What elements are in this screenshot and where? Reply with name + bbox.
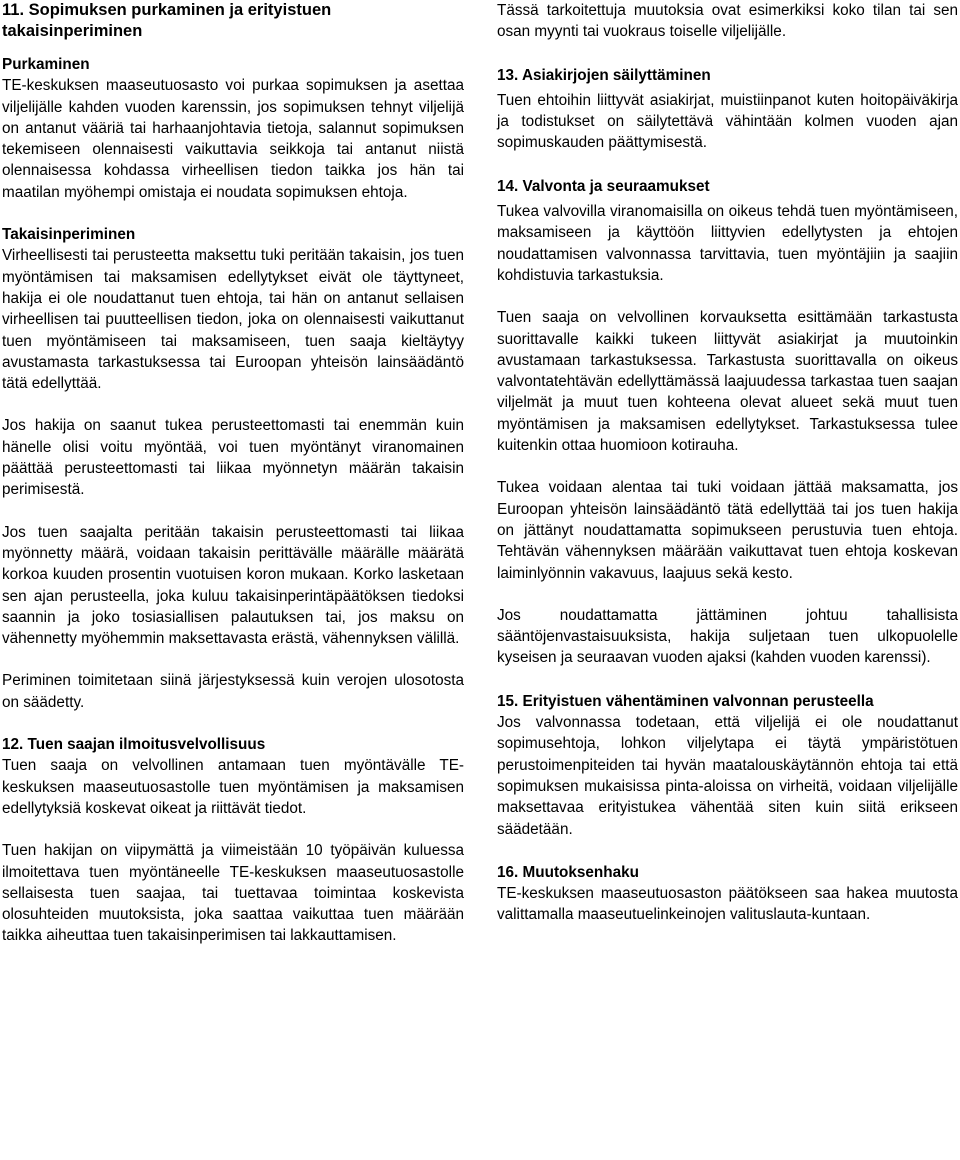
right-column [497,0,958,926]
left-column [2,0,464,947]
periminen-paragraph: Periminen toimitetaan siinä järjestyksessä kuin verojen ulosotosta on säädetty. [2,672,464,711]
valvonta-paragraph-4: Jos noudattamatta jättäminen johtuu tahallisista sääntöjenvastaisuuksista, hakija suljetaan tuen ulkopuolelle kyseisen ja seuraavan vuoden ajaksi (kahden vuoden karenssi). [497,606,958,667]
section-12-heading: 12. Tuen saajan ilmoitusvelvollisuus [2,736,266,754]
ilmoitus-paragraph-2: Tuen hakijan on viipymättä ja viimeistään 10 työpäivän kuluessa ilmoitettava tuen myöntäneelle TE-keskuksen maaseutuosastolle sellaisesta tuen saajaa, tai tuettavaa toimintaa koskevista olosuhteiden muutoksista, joka saattaa vaikuttaa tuen määrään taikka aiheuttaa tuen takaisinperimisen tai lakkauttamisen. [2,842,464,945]
section-13-heading: 13. Asiakirjojen säilyttäminen [497,66,711,84]
hakija-paragraph: Jos hakija on saanut tukea perusteettomasti tai enemmän kuin hänelle olisi voitu myöntää, voi tuen myöntänyt viranomainen päättää perusteettomasti tai liikaa myönnetyn määrän takaisin perimisestä. [2,417,464,499]
ilmoitus-paragraph-1: Tuen saaja on velvollinen antamaan tuen myöntävälle TE-keskuksen maaseutuosastolle tuen myöntämisen ja maksamisen edellytyksiä koskevat oikeat ja riittävät tiedot. [2,757,464,817]
korko-paragraph: Jos tuen saajalta peritään takaisin perusteettomasti tai liikaa myönnetty määrä, voidaan takaisin perittävälle määrälle määrätä korkoa kuuden prosentin vuotuisen koron mukaan. Korko lasketaan sen ajan perusteella, joka kuluu takaisinperintäpäätöksen tiedoksi saannin ja joko tosiasiallisen palautuksen tai, jos maksu on vähennetty myöhemmin maksettavasta erästä, vähennyksen välillä. [2,523,464,648]
tassa-paragraph: Tässä tarkoitettuja muutoksia ovat esimerkiksi koko tilan tai sen osan myynti tai vuokraus toiselle viljelijälle. [497,2,958,41]
section-16-heading: 16. Muutoksenhaku [497,863,639,881]
section-15-heading: 15. Erityistuen vähentäminen valvonnan perusteella [497,692,874,710]
takaisinperiminen-heading: Takaisinperiminen [2,226,136,244]
section-11-heading: 11. Sopimuksen purkaminen ja erityistuen takaisinperiminen [2,1,332,40]
valvonta-paragraph-2: Tuen saaja on velvollinen korvauksetta esittämään tarkastusta suorittavalle kaikki tukeen liittyvät asiakirjat ja muutoinkin avustamaan tarkastuksessa. Tarkastusta suorittavalla on oikeus valvontatehtävän edellyttämässä laajuudessa tarkastaa tuen saajan viljelmät ja muut tuen kohteena olevat alueet sekä muut tuen myöntämisen ja maksamisen edellytykset. Tarkastuksessa tulee kuitenkin ottaa huomioon kotirauha. [497,309,958,455]
muutoksenhaku-paragraph: TE-keskuksen maaseutuosaston päätökseen saa hakea muutosta valittamalla maaseutuelinkeinojen valituslauta-kuntaan. [497,885,958,924]
purkaminen-heading: Purkaminen [2,56,90,73]
takaisinperiminen-paragraph: Virheellisesti tai perusteetta maksettu tuki peritään takaisin, jos tuen myöntämisen tai maksamisen edellytykset eivät ole täyttyneet, hakija ei ole noudattanut tuen ehtoja, tai hän on antanut sellaisen virheellisen tai puutteellisen tiedon, joka on olennaisesti vaikuttanut tuen myöntämiseen tai maksamiseen, tuen saaja kieltäytyy avustamasta tarkastuksessa tai Euroopan yhteisön lainsäädäntö tätä edellyttää. [2,247,464,393]
sailytys-paragraph: Tuen ehtoihin liittyvät asiakirjat, muistiinpanot kuten hoitopäiväkirja ja todistukset on säilytettävä vähintään kolmen vuoden ajan sopimuskauden päättymisestä. [497,91,958,152]
section-14-heading: 14. Valvonta ja seuraamukset [497,177,710,195]
valvonta-paragraph-1: Tukea valvovilla viranomaisilla on oikeus tehdä tuen myöntämiseen, maksamiseen ja käyttöön liittyvien edellytysten ja ehtojen noudattamisen valvonnassa tarvittavia, tuen myöntäjiin ja saajiin kohdistuvia tarkastuksia. [497,203,958,284]
valvonta-paragraph-3: Tukea voidaan alentaa tai tuki voidaan jättää maksamatta, jos Euroopan yhteisön lainsäädäntö tätä edellyttää tai jos tuen hakija on jättänyt noudattamatta sopimukseen perustuvia tuen ehtoja. Tehtävän vähennyksen määrään vaikuttavat tuen ehtoja koskevan laiminlyönnin vakavuus, laajuus sekä kesto. [497,479,958,582]
vahentaminen-paragraph: Jos valvonnassa todetaan, että viljelijä ei ole noudattanut sopimusehtoja, lohkon viljelytapa ei täytä ympäristötuen perustoimenpiteiden tai hyvän maatalouskäytännön ehtoja tai että sopimuksen mukaisissa pinta-aloissa on virheitä, voidaan viljelijälle maksettavaa erityistukea vähentää siten kuin siitä erikseen säädetään. [497,714,958,838]
purkaminen-paragraph: TE-keskuksen maaseutuosasto voi purkaa sopimuksen ja asettaa viljelijälle kahden vuoden karenssin, jos sopimuksen tehnyt viljelijä on antanut vääriä tai harhaanjohtavia tietoja, salannut sopimuksen tekemiseen olennaisesti vaikuttavia seikkoja tai antanut niistä olennaisessa kohdassa virheellisen tiedon taikka jos hän tai maatilan myöhempi omistaja ei noudata sopimuksen ehtoja. [2,77,464,201]
